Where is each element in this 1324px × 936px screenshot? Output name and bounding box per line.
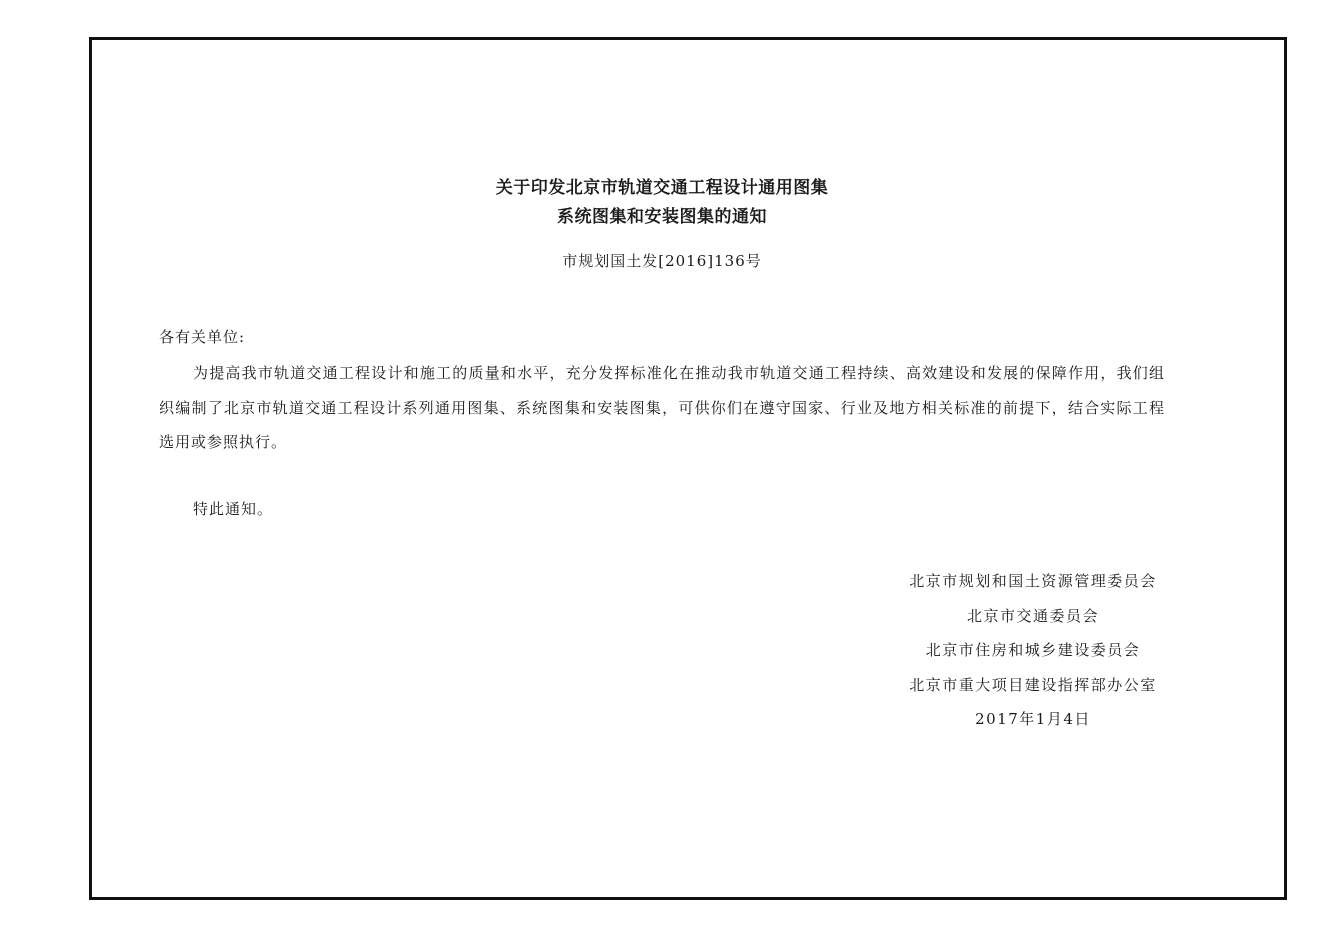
issue-date: 2017年1月4日: [975, 710, 1091, 728]
signatory-housing-commission: 北京市住房和城乡建设委员会: [925, 641, 1141, 659]
salutation: 各有关单位:: [159, 328, 246, 346]
closing-remark: 特此通知。: [193, 500, 274, 518]
document-number: 市规划国土发[2016]136号: [562, 252, 762, 270]
notice-title-line1: 关于印发北京市轨道交通工程设计通用图集: [495, 178, 829, 198]
signature-block: [860, 564, 1206, 737]
signatory-transport-commission: 北京市交通委员会: [966, 606, 1099, 625]
signatory-major-projects-office: 北京市重大项目建设指挥部办公室: [909, 675, 1157, 694]
signatory-planning-commission: 北京市规划和国土资源管理委员会: [909, 572, 1157, 590]
page-border: [89, 37, 1287, 900]
notice-body: 为提高我市轨道交通工程设计和施工的质量和水平，充分发挥标准化在推动我市轨道交通工程持续、高效建设和发展的保障作用，我们组织编制了北京市轨道交通工程设计系列通用图集、系统图集和安装图集，可供你们在遵守国家、行业及地方相关标准的前提下，结合实际工程选用或参照执行。: [159, 364, 1165, 451]
notice-title-line2: 系统图集和安装图集的通知: [557, 207, 767, 227]
